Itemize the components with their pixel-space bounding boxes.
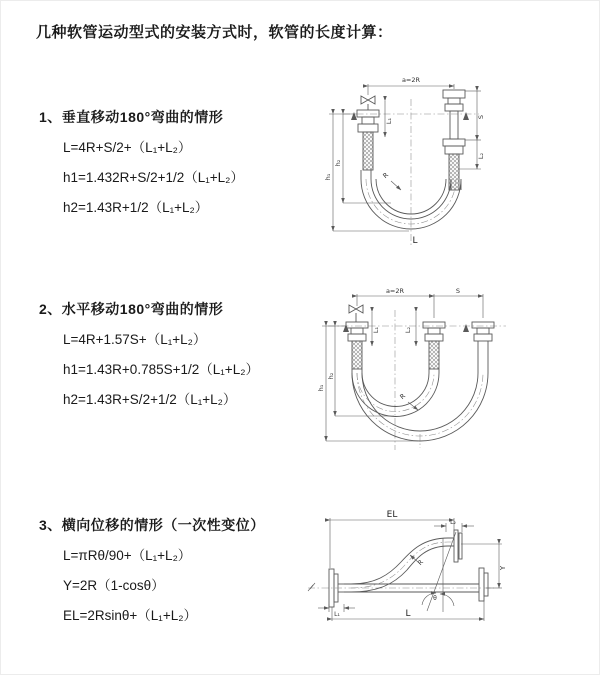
formula-h1: h1=1.432R+S/2+1/2（L₁+L₂） <box>63 170 244 185</box>
label-h1: h₁ <box>324 173 332 181</box>
dimension-s-l2 <box>459 91 485 169</box>
hose-u-shapes <box>352 369 488 441</box>
dimension-a-2R <box>368 76 454 95</box>
label-a2r: a=2R <box>401 76 421 84</box>
dimension-l1 <box>385 101 393 137</box>
label-h1: h₁ <box>317 384 325 392</box>
label-radius: R <box>398 391 408 401</box>
dimension-a-2R-s <box>357 288 483 318</box>
valve-symbol-icon <box>349 305 363 322</box>
formula-L: L=4R+S/2+（L₁+L₂） <box>63 140 192 155</box>
formula-L: L=4R+1.57S+（L₁+L₂） <box>63 332 207 347</box>
label-h2: h₂ <box>334 159 342 167</box>
label-l1: L₁ <box>372 326 380 334</box>
diagram-horizontal-180-bend <box>306 288 600 463</box>
section-1-heading: 1、垂直移动180°弯曲的情形 <box>39 109 224 125</box>
label-l1: L₁ <box>334 611 340 618</box>
label-radius: R <box>381 170 391 180</box>
diagram-vertical-180-bend <box>311 73 600 258</box>
label-radius: R <box>416 558 426 568</box>
angle-construction <box>422 532 456 612</box>
label-length: L <box>412 236 418 246</box>
dimension-h1-h2 <box>317 324 469 441</box>
right-pipe-fitting <box>472 322 494 373</box>
straight-pipe <box>308 583 494 592</box>
formula-L: L=πRθ/90+（L₁+L₂） <box>63 548 192 563</box>
radius-callout <box>410 555 425 567</box>
formula-EL: EL=2Rsinθ+（L₁+L₂） <box>63 608 197 623</box>
section-vertical-bend <box>39 109 329 216</box>
left-pipe-fitting <box>357 110 379 170</box>
dimension-l <box>332 601 484 621</box>
label-s: S <box>455 288 461 295</box>
label-theta: θ <box>433 595 437 602</box>
section-3-heading: 3、横向位移的情形（一次性变位） <box>39 517 265 533</box>
label-l2: L₂ <box>450 519 456 526</box>
label-s: S <box>477 114 485 120</box>
left-pipe-fitting <box>346 322 368 369</box>
dimension-l1-l2 <box>372 312 416 346</box>
label-a2r: a=2R <box>385 288 405 295</box>
dimension-l1 <box>318 604 355 618</box>
label-l: L <box>405 609 411 619</box>
section-2-heading: 2、水平移动180°弯曲的情形 <box>39 301 224 317</box>
lower-right-flange <box>479 568 488 601</box>
radius-callout <box>381 171 401 190</box>
label-l2: L₂ <box>404 326 412 334</box>
middle-pipe-fitting <box>423 322 445 369</box>
formula-Y: Y=2R（1-cosθ） <box>63 578 165 593</box>
section-lateral-offset <box>39 517 329 624</box>
right-pipe-fitting <box>443 90 465 190</box>
formula-h2: h2=1.43R+1/2（L₁+L₂） <box>63 200 209 215</box>
label-l2: L₂ <box>477 152 485 160</box>
section-horizontal-bend <box>39 301 329 408</box>
label-el: EL <box>386 510 398 520</box>
valve-symbol-icon <box>361 96 375 110</box>
centerlines <box>328 310 506 450</box>
label-l1: L₁ <box>385 117 393 125</box>
diagram-lateral-offset <box>296 506 600 651</box>
page-title: 几种软管运动型式的安装方式时，软管的长度计算： <box>36 24 393 41</box>
label-h2: h₂ <box>327 372 335 380</box>
formula-h2: h2=1.43R+S/2+1/2（L₁+L₂） <box>63 392 237 407</box>
radius-callout <box>398 392 418 410</box>
formula-h1: h1=1.43R+0.785S+1/2（L₁+L₂） <box>63 362 259 377</box>
label-y: Y <box>499 565 507 571</box>
